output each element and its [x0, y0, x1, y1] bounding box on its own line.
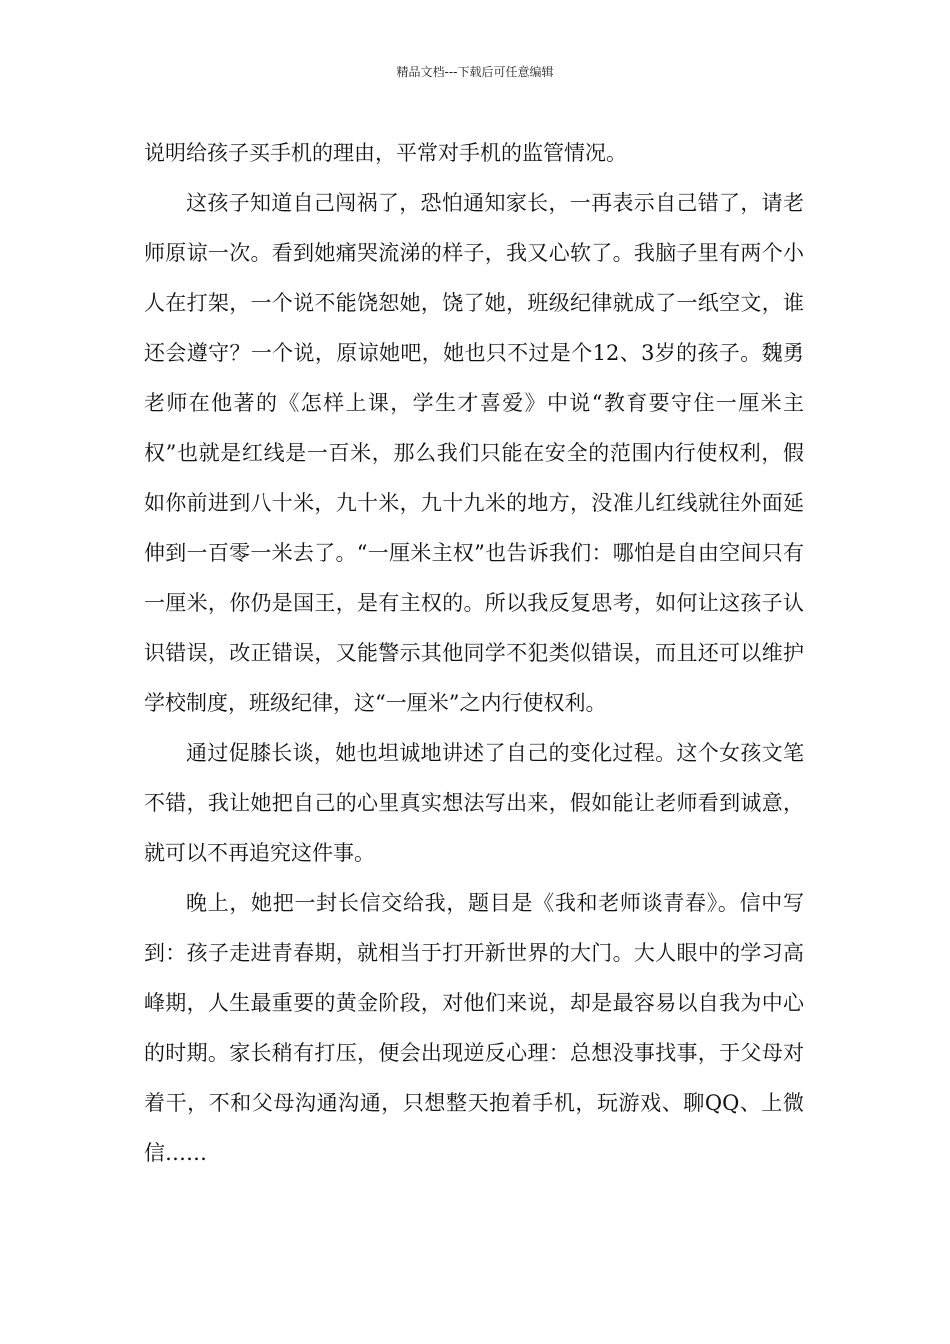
page-header: 精品文档---下载后可任意编辑 — [396, 65, 554, 79]
paragraph-conversation: 通过促膝长谈，她也坦诚地讲述了自己的变化过程。这个女孩文笔不错，我让她把自己的心里真实想法写出来，假如能让老师看到诚意，就可以不再追究这件事。 — [144, 741, 804, 865]
paragraph-incident: 这孩子知道自己闯祸了，恐怕通知家长，一再表示自己错了，请老师原谅一次。看到她痛哭流涕的样子，我又心软了。我脑子里有两个小人在打架，一个说不能饶恕她，饶了她，班级纪律就成了一纸空文，谁还会遵守？一个说，原谅她吧，她也只不过是个12、3岁的孩子。魏勇老师在他著的《怎样上课，学生才喜爱》中说“教育要守住一厘米主权”也就是红线是一百米，那么我们只能在安全的范围内行使权利，假如你前进到八十米，九十米，九十九米的地方，没准儿红线就往外面延伸到一百零一米去了。“一厘米主权”也告诉我们：哪怕是自由空间只有一厘米，你仍是国王，是有主权的。所以我反复思考，如何让这孩子认识错误，改正错误，又能警示其他同学不犯类似错误，而且还可以维护学校制度，班级纪律，这“一厘米”之内行使权利。 — [144, 191, 804, 715]
paragraph-continuation: 说明给孩子买手机的理由，平常对手机的监管情况。 — [144, 141, 627, 165]
document-body — [144, 128, 804, 1178]
paragraph-letter: 晚上，她把一封长信交给我，题目是《我和老师谈青春》。信中写到：孩子走进青春期，就相当于打开新世界的大门。大人眼中的学习高峰期，人生最重要的黄金阶段，对他们来说，却是最容易以自我为中心的时期。家长稍有打压，便会出现逆反心理：总想没事找事，于父母对着干，不和父母沟通沟通，只想整天抱着手机，玩游戏、聊QQ、上微信…… — [144, 891, 804, 1165]
